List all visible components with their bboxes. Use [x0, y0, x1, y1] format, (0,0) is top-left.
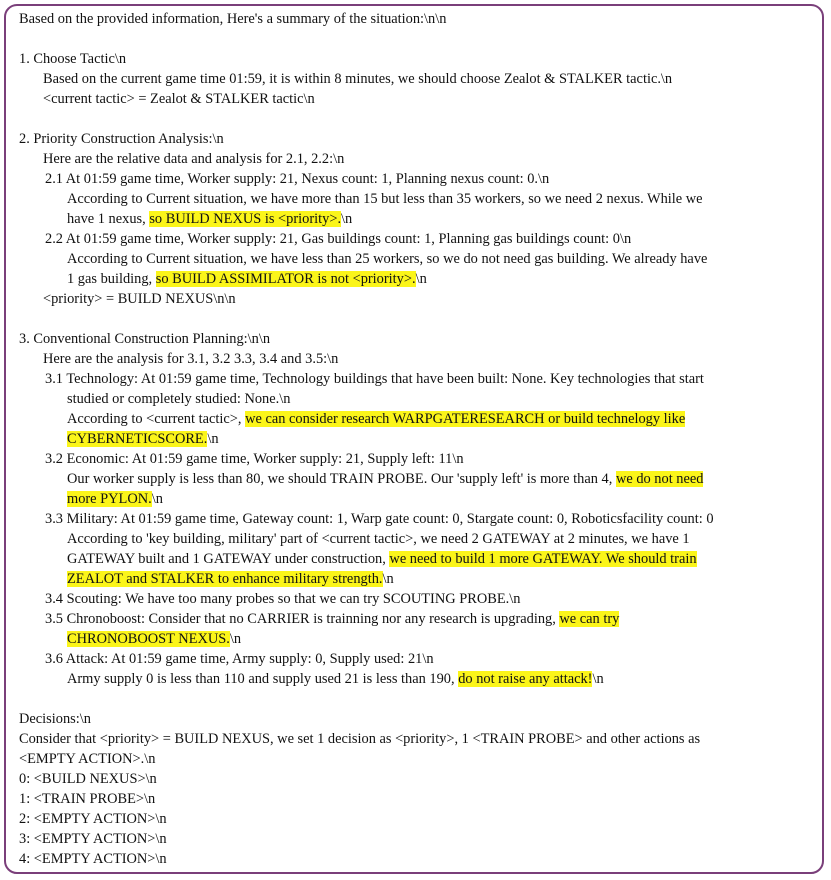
highlighted-text: we need to build 1 more GATEWAY. We should train [389, 551, 697, 567]
item-2-1-line-3 [19, 209, 819, 229]
item-2-1-line-2: According to Current situation, we have more than 15 but less than 35 workers, so we need 2 nexus. While we [67, 191, 703, 207]
section-2-title: 2. Priority Construction Analysis:\n [19, 131, 224, 147]
highlighted-text: we can consider research WARPGATERESEARCH or build technelogy like [245, 411, 686, 427]
item-3-6-line-1: 3.6 Attack: At 01:59 game time, Army supply: 0, Supply used: 21\n [45, 651, 434, 667]
text-span: \n [382, 571, 394, 587]
highlighted-text: so BUILD NEXUS is <priority>. [149, 211, 342, 227]
highlighted-text: CYBERNETICSCORE. [67, 431, 208, 447]
item-3-4-line-1: 3.4 Scouting: We have too many probes so that we can try SCOUTING PROBE.\n [45, 591, 521, 607]
item-3-3-line-4 [19, 569, 819, 589]
text-span: Our worker supply is less than 80, we should TRAIN PROBE. Our 'supply left' is more than 4, [67, 471, 616, 487]
decisions-line-1: Consider that <priority> = BUILD NEXUS, we set 1 decision as <priority>, 1 <TRAIN PROBE> and other actions as [19, 731, 701, 747]
item-3-1-line-1: 3.1 Technology: At 01:59 game time, Technology buildings that have been built: None. Key technologies that start [45, 371, 704, 387]
decisions-title: Decisions:\n [19, 711, 91, 727]
text-span: \n [229, 631, 242, 647]
item-2-1-line-1: 2.1 At 01:59 game time, Worker supply: 21, Nexus count: 1, Planning nexus count: 0.\n [45, 171, 550, 187]
item-3-2-line-3 [19, 489, 819, 509]
highlighted-text: so BUILD ASSIMILATOR is not <priority>. [155, 271, 416, 287]
section-3-title: 3. Conventional Construction Planning:\n\n [19, 331, 271, 347]
text-span: \n [415, 271, 427, 287]
decision-item: 4: <EMPTY ACTION>\n [19, 851, 167, 867]
summary-content [19, 9, 819, 869]
text-span: \n [207, 431, 219, 447]
text-span: 1 gas building, [67, 271, 156, 287]
highlighted-text: we can try [559, 611, 620, 627]
item-2-2-line-2: According to Current situation, we have less than 25 workers, so we do not need gas building. We already have [67, 251, 708, 267]
item-3-5-line-1 [19, 609, 819, 629]
item-3-1-line-2: studied or completely studied: None.\n [67, 391, 291, 407]
item-3-5-line-2 [19, 629, 819, 649]
decision-item: 3: <EMPTY ACTION>\n [19, 831, 167, 847]
text-span: \n [592, 671, 604, 687]
highlighted-text: more PYLON. [67, 491, 152, 507]
item-3-1-line-4 [19, 429, 819, 449]
decision-item: 2: <EMPTY ACTION>\n [19, 811, 167, 827]
section-1-title: 1. Choose Tactic\n [19, 51, 127, 67]
section-3-intro: Here are the analysis for 3.1, 3.2 3.3, 3.4 and 3.5:\n [43, 351, 339, 367]
item-3-6-line-2 [19, 669, 819, 689]
text-span: \n [151, 491, 163, 507]
text-span: Army supply 0 is less than 110 and supply used 21 is less than 190, [67, 671, 459, 687]
item-3-1-line-3 [19, 409, 819, 429]
section-1-line-1: Based on the current game time 01:59, it is within 8 minutes, we should choose Zealot & STALKER tactic.\n [43, 71, 673, 87]
decisions-line-2: <EMPTY ACTION>.\n [19, 751, 156, 767]
text-span: According to <current tactic>, [67, 411, 246, 427]
decision-item: 0: <BUILD NEXUS>\n [19, 771, 157, 787]
priority-line: <priority> = BUILD NEXUS\n\n [43, 291, 236, 307]
highlighted-text: CHRONOBOOST NEXUS. [67, 631, 230, 647]
section-2-intro: Here are the relative data and analysis for 2.1, 2.2:\n [43, 151, 345, 167]
item-3-3-line-2: According to 'key building, military' part of <current tactic>, we need 2 GATEWAY at 2 minutes, we have 1 [67, 531, 690, 547]
item-3-3-line-3 [19, 549, 819, 569]
text-span: have 1 nexus, [67, 211, 150, 227]
item-3-2-line-1: 3.2 Economic: At 01:59 game time, Worker supply: 21, Supply left: 11\n [45, 451, 464, 467]
text-span: \n [341, 211, 353, 227]
item-2-2-line-1: 2.2 At 01:59 game time, Worker supply: 21, Gas buildings count: 1, Planning gas buildings count: 0\n [45, 231, 632, 247]
section-1-line-2: <current tactic> = Zealot & STALKER tactic\n [43, 91, 315, 107]
item-3-2-line-2 [19, 469, 819, 489]
item-3-3-line-1: 3.3 Military: At 01:59 game time, Gateway count: 1, Warp gate count: 0, Stargate count: 0, Roboticsfacility count: 0 [45, 511, 714, 527]
decision-item: 1: <TRAIN PROBE>\n [19, 791, 156, 807]
highlighted-text: ZEALOT and STALKER to enhance military strength. [67, 571, 383, 587]
highlighted-text: we do not need [615, 471, 704, 487]
item-2-2-line-3 [19, 269, 819, 289]
text-span: 3.5 Chronoboost: Consider that no CARRIER is trainning nor any research is upgrading, [45, 611, 560, 627]
highlighted-text: do not raise any attack! [458, 671, 593, 687]
text-span: GATEWAY built and 1 GATEWAY under construction, [67, 551, 390, 567]
header-line: Based on the provided information, Here's a summary of the situation:\n\n [19, 11, 447, 27]
